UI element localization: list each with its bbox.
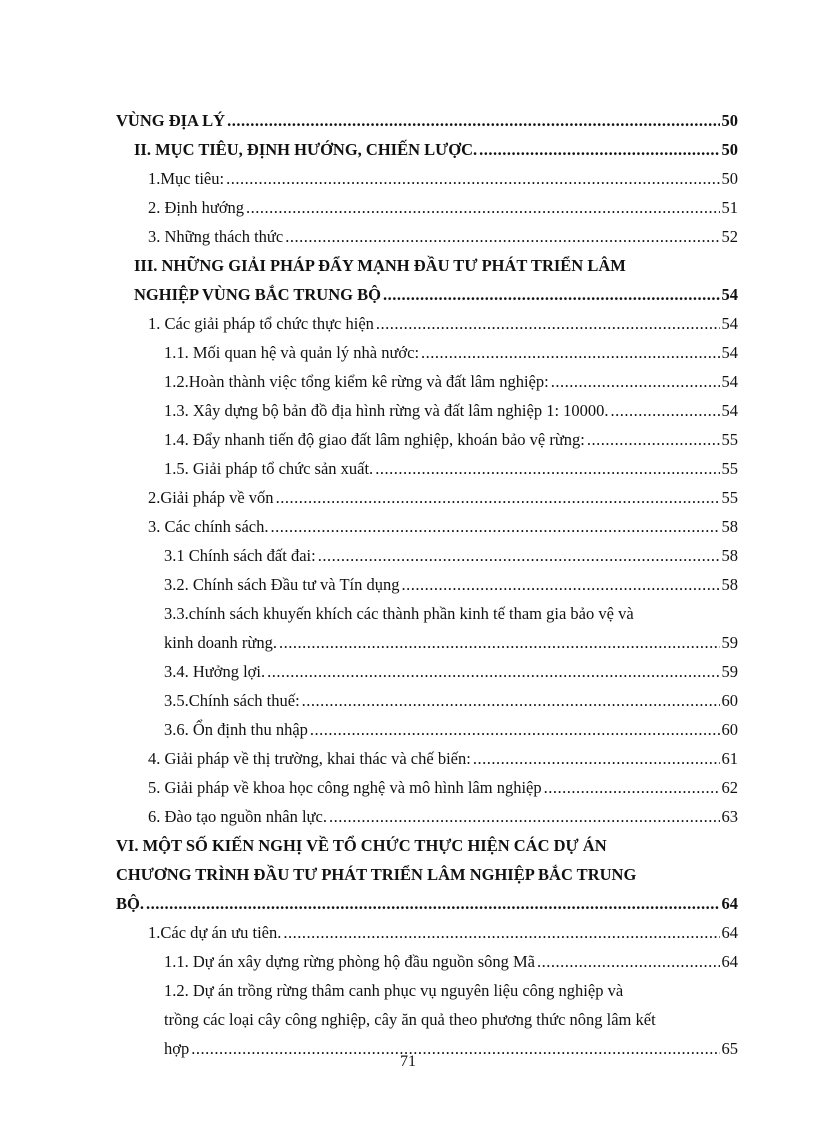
toc-page-number: 58 bbox=[721, 517, 738, 536]
toc-entry bbox=[116, 483, 738, 512]
toc-entry-line bbox=[116, 831, 738, 860]
toc-entry-title: 1.Mục tiêu: bbox=[148, 169, 225, 188]
toc-entry-title: 3.4. Hưởng lợi. bbox=[164, 662, 266, 681]
toc-page-number: 54 bbox=[721, 401, 738, 420]
toc-entry-title: VI. MỘT SỐ KIẾN NGHỊ VỀ TỔ CHỨC THỰC HIỆN CÁC DỰ ÁN bbox=[116, 836, 607, 855]
toc-entry bbox=[116, 512, 738, 541]
toc-entry bbox=[116, 396, 738, 425]
toc-entry-title: 3. Những thách thức bbox=[148, 227, 284, 246]
toc-leader-dots bbox=[544, 773, 720, 802]
toc-page-number: 63 bbox=[721, 807, 738, 826]
toc-leader-dots bbox=[310, 715, 720, 744]
toc-entry bbox=[116, 889, 738, 918]
toc-page-number: 54 bbox=[721, 285, 738, 304]
toc-entry-title: 1.5. Giải pháp tổ chức sản xuất. bbox=[164, 459, 374, 478]
toc-entry-title: 3.3.chính sách khuyến khích các thành phần kinh tế tham gia bảo vệ và bbox=[164, 604, 634, 623]
toc-entry bbox=[116, 367, 738, 396]
toc-leader-dots bbox=[267, 657, 719, 686]
toc-entry bbox=[116, 425, 738, 454]
toc-leader-dots bbox=[329, 802, 720, 831]
toc-entry bbox=[116, 802, 738, 831]
toc-leader-dots bbox=[246, 193, 719, 222]
toc-page-number: 50 bbox=[721, 169, 738, 188]
toc-entry-title: 3.5.Chính sách thuế: bbox=[164, 691, 300, 710]
toc-page-number: 54 bbox=[721, 314, 738, 333]
toc-entry bbox=[116, 454, 738, 483]
toc-entry-title: 6. Đào tạo nguồn nhân lực. bbox=[148, 807, 327, 826]
toc-page-number: 52 bbox=[721, 227, 738, 246]
toc-entry bbox=[116, 686, 738, 715]
toc-entry-title: kinh doanh rừng. bbox=[164, 633, 277, 652]
toc-entry bbox=[116, 338, 738, 367]
toc-entry-title: II. MỤC TIÊU, ĐỊNH HƯỚNG, CHIẾN LƯỢC. bbox=[134, 140, 478, 159]
toc-leader-dots bbox=[611, 396, 720, 425]
toc-leader-dots bbox=[402, 570, 720, 599]
toc-page-number: 60 bbox=[721, 691, 738, 710]
toc-entry bbox=[116, 309, 738, 338]
toc-entry-line bbox=[116, 251, 738, 280]
toc-page-number: 54 bbox=[721, 372, 738, 391]
toc-leader-dots bbox=[551, 367, 720, 396]
toc-leader-dots bbox=[271, 512, 720, 541]
toc-entry bbox=[116, 744, 738, 773]
toc-entry-title: 5. Giải pháp về khoa học công nghệ và mô hình lâm nghiệp bbox=[148, 778, 542, 797]
toc-entry bbox=[116, 570, 738, 599]
toc-page-number: 61 bbox=[721, 749, 738, 768]
toc-leader-dots bbox=[587, 425, 720, 454]
toc-page-number: 55 bbox=[721, 430, 738, 449]
page-number: 71 bbox=[400, 1053, 416, 1070]
toc-entry-title: 1.Các dự án ưu tiên. bbox=[148, 923, 282, 942]
toc-entry bbox=[116, 918, 738, 947]
toc-leader-dots bbox=[318, 541, 720, 570]
toc-entry bbox=[116, 657, 738, 686]
toc-page-number: 50 bbox=[721, 140, 738, 159]
toc-entry-title: 3.2. Chính sách Đầu tư và Tín dụng bbox=[164, 575, 400, 594]
toc-entry bbox=[116, 164, 738, 193]
toc-page-number: 62 bbox=[721, 778, 738, 797]
toc-leader-dots bbox=[279, 628, 720, 657]
toc-entry-title: NGHIỆP VÙNG BẮC TRUNG BỘ bbox=[134, 285, 381, 304]
toc-entry bbox=[116, 280, 738, 309]
toc-entry bbox=[116, 773, 738, 802]
toc-leader-dots bbox=[146, 889, 720, 918]
toc-entry bbox=[116, 135, 738, 164]
toc-page-number: 51 bbox=[721, 198, 738, 217]
toc-page-number: 64 bbox=[721, 952, 738, 971]
toc-leader-dots bbox=[383, 280, 720, 309]
toc-entry-title: 2.Giải pháp về vốn bbox=[148, 488, 274, 507]
toc-entry-title: 1.3. Xây dựng bộ bản đồ địa hình rừng và đất lâm nghiệp 1: 10000. bbox=[164, 401, 609, 420]
toc-leader-dots bbox=[473, 744, 720, 773]
toc-entry-line bbox=[116, 976, 738, 1005]
toc-page-number: 64 bbox=[721, 894, 738, 913]
toc-entry-title: 3.1 Chính sách đất đai: bbox=[164, 546, 316, 565]
toc-entry bbox=[116, 715, 738, 744]
toc-entry-title: VÙNG ĐỊA LÝ bbox=[116, 111, 226, 130]
toc-leader-dots bbox=[276, 483, 720, 512]
toc-page-number: 50 bbox=[721, 111, 738, 130]
toc-entry bbox=[116, 106, 738, 135]
toc-entry-title: III. NHỮNG GIẢI PHÁP ĐẨY MẠNH ĐẦU TƯ PHÁT TRIỂN LÂM bbox=[134, 256, 626, 275]
toc-page-number: 59 bbox=[721, 662, 738, 681]
toc-leader-dots bbox=[285, 222, 719, 251]
toc-entry-title: 3. Các chính sách. bbox=[148, 517, 269, 536]
toc-page-number: 55 bbox=[721, 459, 738, 478]
toc-entry-title: 1.4. Đẩy nhanh tiến độ giao đất lâm nghiệp, khoán bảo vệ rừng: bbox=[164, 430, 585, 449]
toc-leader-dots bbox=[283, 918, 719, 947]
toc-leader-dots bbox=[479, 135, 719, 164]
toc-entry-title: 4. Giải pháp về thị trường, khai thác và chế biến: bbox=[148, 749, 471, 768]
toc-entry-title: trồng các loại cây công nghiệp, cây ăn quả theo phương thức nông lâm kết bbox=[164, 1010, 656, 1029]
toc-entry bbox=[116, 947, 738, 976]
toc-entry-title: hợp bbox=[164, 1039, 190, 1058]
toc-entry-title: 3.6. Ổn định thu nhập bbox=[164, 720, 308, 739]
toc-leader-dots bbox=[421, 338, 719, 367]
toc-entry bbox=[116, 193, 738, 222]
toc-leader-dots bbox=[226, 164, 719, 193]
toc-entry bbox=[116, 541, 738, 570]
toc-leader-dots bbox=[376, 309, 720, 338]
toc-entry-line bbox=[116, 860, 738, 889]
toc-entry-title: 1.1. Dự án xây dựng rừng phòng hộ đầu nguồn sông Mã bbox=[164, 952, 536, 971]
toc-entry-title: 2. Định hướng bbox=[148, 198, 245, 217]
toc-leader-dots bbox=[537, 947, 719, 976]
toc-entry-title: 1.1. Mối quan hệ và quản lý nhà nước: bbox=[164, 343, 420, 362]
toc-leader-dots bbox=[227, 106, 719, 135]
toc-page-number: 59 bbox=[721, 633, 738, 652]
toc-entry-title: 1. Các giải pháp tổ chức thực hiện bbox=[148, 314, 374, 333]
toc-page-number: 65 bbox=[721, 1039, 738, 1058]
toc-leader-dots bbox=[375, 454, 719, 483]
toc-entry-title: 1.2.Hoàn thành việc tổng kiểm kê rừng và đất lâm nghiệp: bbox=[164, 372, 549, 391]
toc-entry-line bbox=[116, 599, 738, 628]
toc-entry-title: CHƯƠNG TRÌNH ĐẦU TƯ PHÁT TRIỂN LÂM NGHIỆP BẮC TRUNG bbox=[116, 865, 637, 884]
toc-entry bbox=[116, 628, 738, 657]
toc-page-number: 64 bbox=[721, 923, 738, 942]
toc-entry bbox=[116, 222, 738, 251]
toc-page-number: 60 bbox=[721, 720, 738, 739]
table-of-contents bbox=[116, 106, 738, 1063]
toc-page-number: 58 bbox=[721, 546, 738, 565]
toc-leader-dots bbox=[302, 686, 720, 715]
toc-page-number: 55 bbox=[721, 488, 738, 507]
toc-page-number: 54 bbox=[721, 343, 738, 362]
toc-page-number: 58 bbox=[721, 575, 738, 594]
toc-entry-line bbox=[116, 1005, 738, 1034]
toc-entry-title: BỘ. bbox=[116, 894, 144, 913]
toc-entry-title: 1.2. Dự án trồng rừng thâm canh phục vụ nguyên liệu công nghiệp và bbox=[164, 981, 624, 1000]
